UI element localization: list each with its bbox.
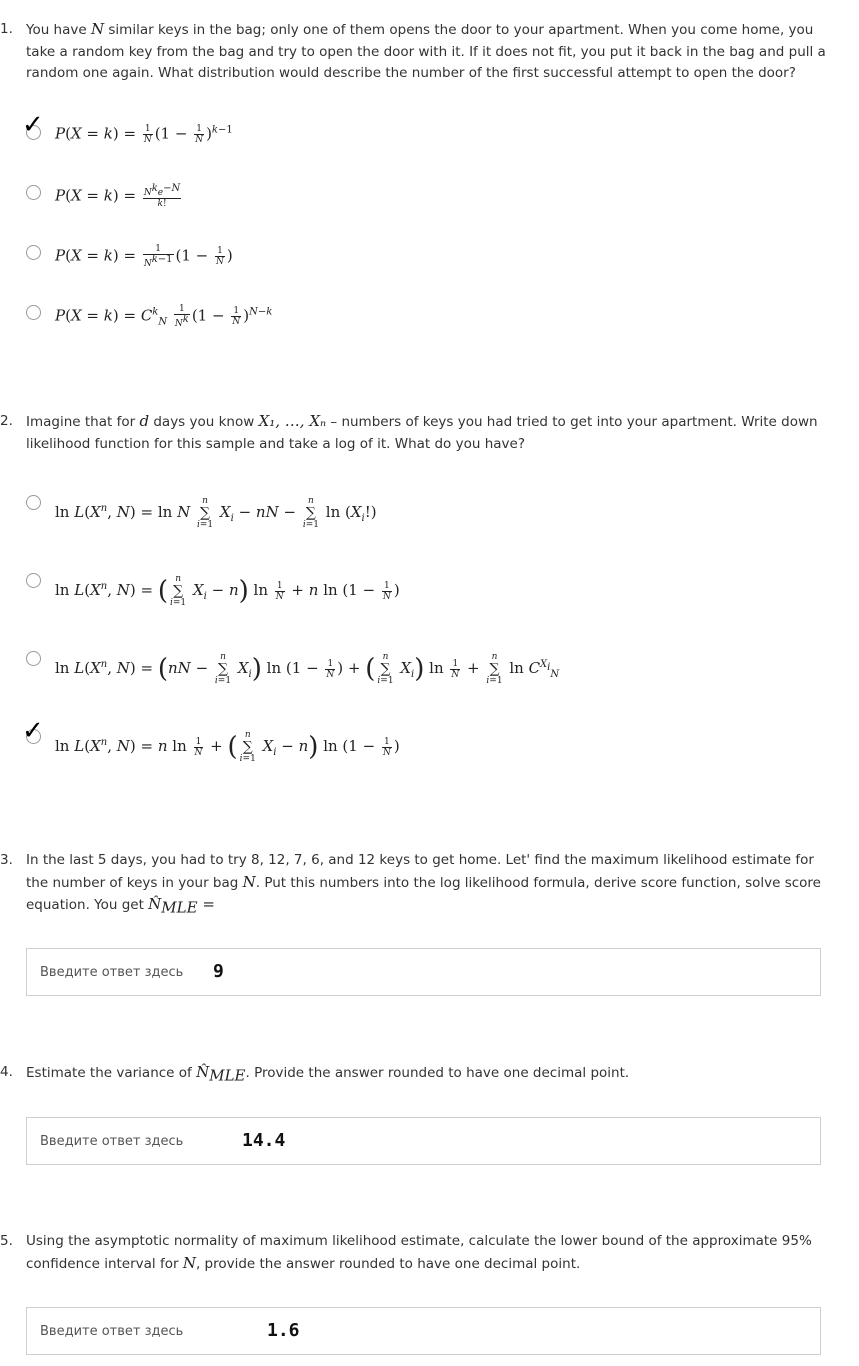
option-2-1[interactable] — [0, 488, 859, 528]
formula: $\ln L(X^n$, N) = n ln $\frac{1}{N}$ + ( n ∑ i=1 $X_i - n$) ln (1 − $\frac{1}{N}$ ) — [55, 730, 400, 764]
question-number: 5. — [0, 1233, 13, 1249]
radio-button[interactable] — [26, 651, 41, 666]
question-number: 1. — [0, 21, 13, 37]
answer-placeholder: Введите ответ здесь — [40, 965, 184, 980]
formula: P(X = k) = $\frac{N^ke^{-N}}{k!}$ — [55, 183, 181, 209]
question-text: In the last 5 days, you had to try 8, 12, 7, 6, and 12 keys to get home. Let' find the maximum likelihood estimate for the number of keys in your bag N. Put this numbers into the log likelihood formula, derive score function, solve score equation. You get $N̂_{MLE}$ = — [26, 852, 821, 917]
option-2-2[interactable] — [0, 566, 859, 606]
question-number: 2. — [0, 413, 13, 429]
question-text: You have N similar keys in the bag; only one of them opens the door to your apartment. When you come home, you take a random key from the bag and try to open the door with it. If it does not fit, you put it back in the bag and pull a random one again. What distribution would describe the number of the first successful attempt to open the door? — [26, 20, 826, 81]
radio-button[interactable] — [26, 495, 41, 510]
option-2-3[interactable] — [0, 644, 859, 684]
formula: $\ln L(X^n$, N) = ( n ∑ i=1 $X_i - n$) ln $\frac{1}{N}$ + n ln (1 − $\frac{1}{N}$ ) — [55, 574, 400, 608]
formula: $\ln L(X^n$, N) = ln N n ∑ i=1 $X_i$ − nN − n ∑ i=1 $\ln (X_i!)$ — [55, 496, 377, 530]
radio-button[interactable] — [26, 305, 41, 320]
answer-input[interactable] — [26, 1117, 821, 1165]
answer-placeholder: Введите ответ здесь — [40, 1134, 184, 1149]
formula: $P(X = k) = C^k_N$ $\frac{1}{N^k}$ (1 − $\frac{1}{N}$ )$^{N-k}$ — [55, 304, 273, 329]
option-1-3[interactable] — [0, 232, 859, 272]
radio-button[interactable] — [26, 573, 41, 588]
answer-placeholder: Введите ответ здесь — [40, 1324, 184, 1339]
answer-input[interactable] — [26, 1307, 821, 1355]
formula: $\ln L(X^n$, N) = (nN − n ∑ i=1 $X_i$) ln (1 − $\frac{1}{N}$ ) + ( n ∑ i=1 $X_i$) ln $\frac{1}{N}$ + n ∑ i=1 $\ln C^{X_i}_N$ — [55, 652, 560, 686]
question-text: Using the asymptotic normality of maximum likelihood estimate, calculate the lower bound of the approximate 95% confidence interval for N, provide the answer rounded to have one decimal point. — [26, 1233, 812, 1272]
answer-value: 1.6 — [267, 1320, 300, 1341]
option-2-4[interactable] — [0, 716, 859, 764]
formula: P(X = k) = $\frac{1}{N}$ (1 − $\frac{1}{N}$ )$^{k-1}$ — [55, 124, 233, 145]
option-1-4[interactable] — [0, 292, 859, 332]
radio-button[interactable] — [26, 185, 41, 200]
answer-input[interactable] — [26, 948, 821, 996]
checkmark-icon: ✓ — [22, 716, 44, 746]
formula: P(X = k) = $\frac{1}{N^{k-1}}$ (1 − $\frac{1}{N}$ ) — [55, 244, 233, 269]
question-text: Imagine that for d days you know X₁, …, Xₙ – numbers of keys you had tried to get into your apartment. Write down likelihood function for this sample and take a log of it. What do you have? — [26, 412, 818, 452]
answer-value: 9 — [213, 961, 224, 982]
option-1-2[interactable] — [0, 172, 859, 212]
checkmark-icon: ✓ — [22, 110, 44, 140]
option-1-1[interactable] — [0, 112, 859, 152]
question-text: Estimate the variance of $N̂_{MLE}$. Provide the answer rounded to have one decimal point. — [26, 1063, 630, 1085]
answer-value: 14.4 — [242, 1130, 286, 1151]
question-number: 3. — [0, 852, 13, 868]
question-number: 4. — [0, 1064, 13, 1080]
radio-button[interactable] — [26, 245, 41, 260]
